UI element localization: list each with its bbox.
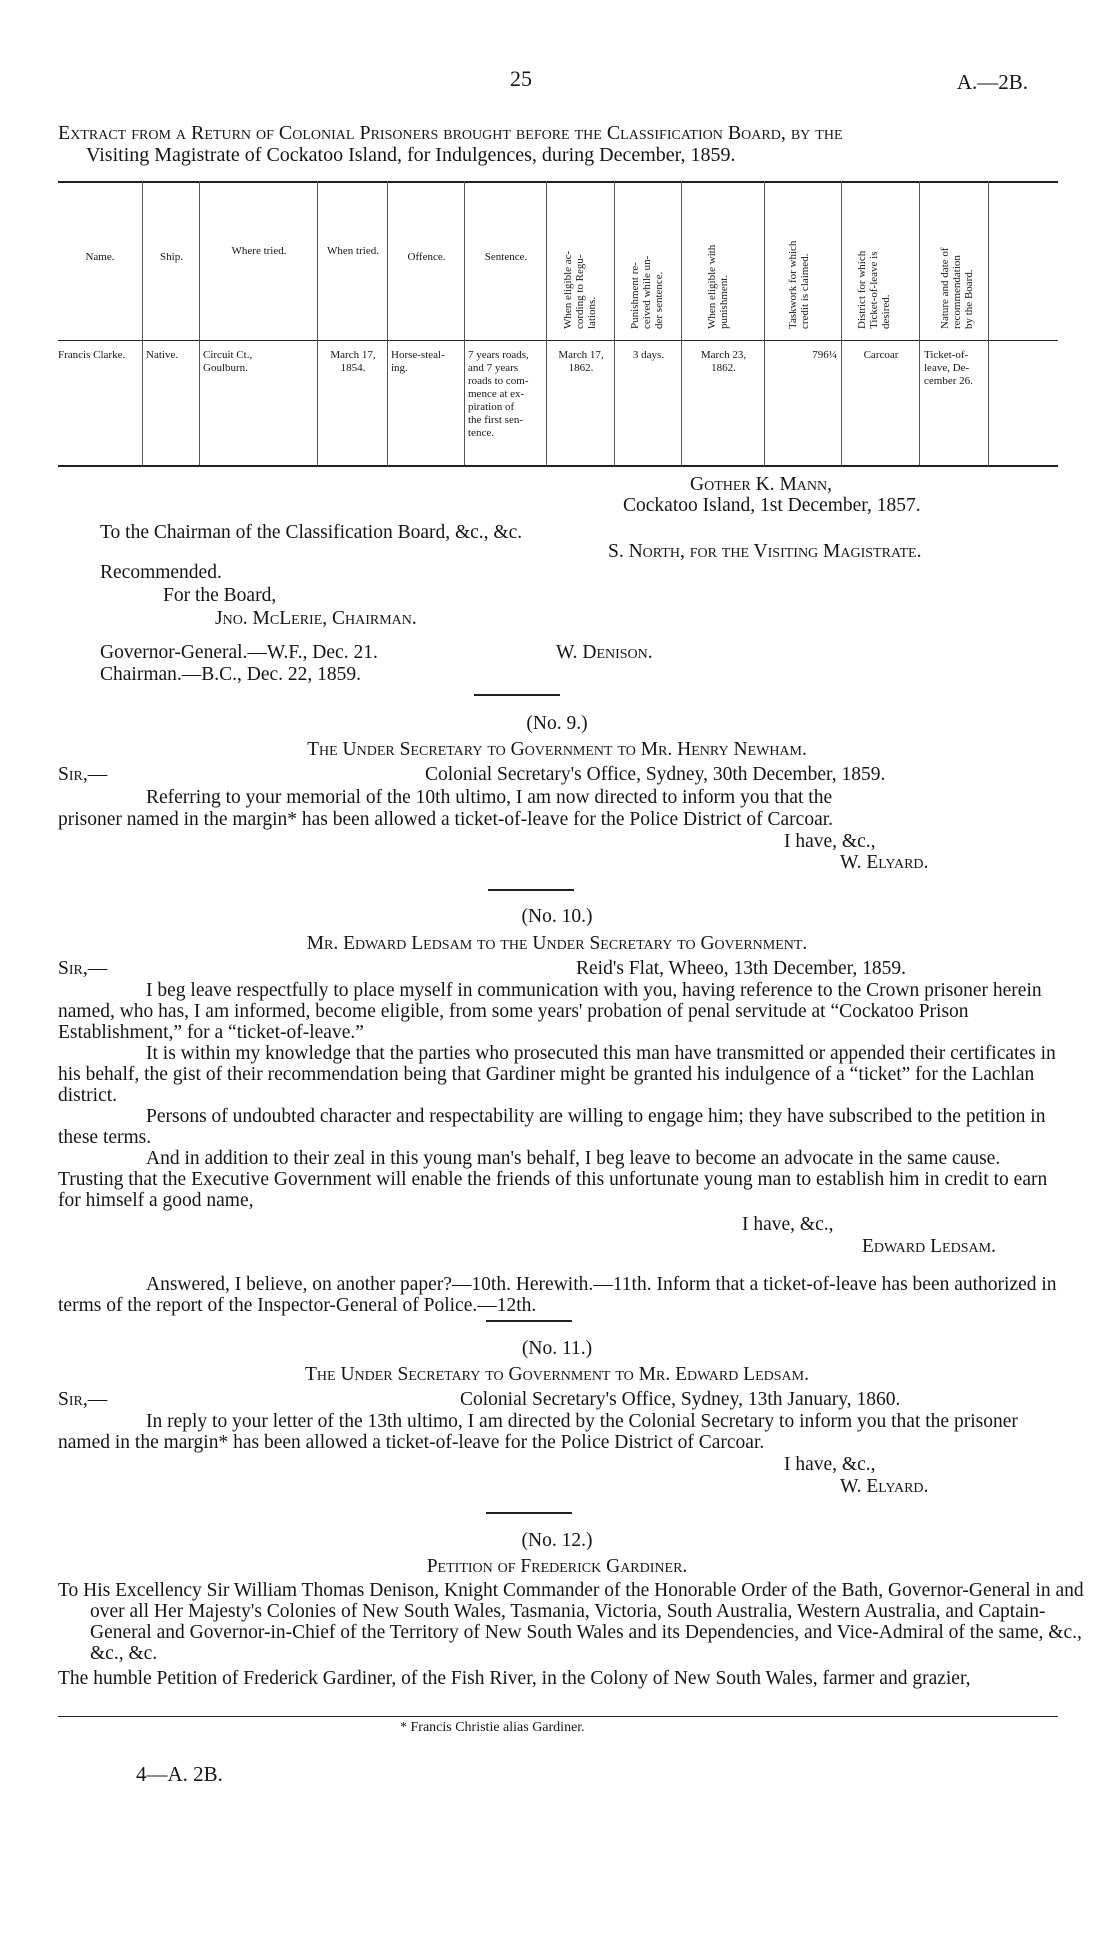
cell-punishment: 3 days.	[632, 349, 665, 361]
column-divider	[841, 181, 842, 465]
no11-salutation: Sir,—	[58, 1389, 108, 1410]
document-reference: A.—2B.	[956, 70, 1028, 94]
sig-mann: Gother K. Mann,	[690, 474, 832, 495]
sig-denison: W. Denison.	[556, 642, 653, 663]
governor-general-minute: Governor-General.—W.F., Dec. 21.	[100, 642, 378, 663]
no9-line-1: Referring to your memorial of the 10th ultimo, I am now directed to inform you that the	[146, 787, 833, 808]
no9-signature: W. Elyard.	[840, 852, 929, 873]
header-when-eligible-punishment: When eligible with punishment.	[706, 244, 730, 329]
header-where-tried: Where tried.	[231, 245, 287, 257]
section-separator	[486, 1320, 572, 1322]
sig-mann-place: Cockatoo Island, 1st December, 1857.	[623, 495, 921, 516]
cell-district: Carcoar	[863, 349, 899, 361]
no12-number: (No. 12.)	[521, 1530, 593, 1551]
for-the-board: For the Board,	[163, 585, 277, 606]
title-line-2: Visiting Magistrate of Cockatoo Island, for Indulgences, during December, 1859.	[86, 144, 736, 166]
cell-offence: Horse-steal- ing.	[391, 349, 445, 374]
section-separator	[486, 1512, 572, 1514]
header-punishment: Punishment re- ceived while un- der sentence.	[629, 255, 665, 329]
header-when-eligible: When eligible ac- cording to Regu- lations.	[562, 250, 598, 329]
header-taskwork: Taskwork for which credit is claimed.	[787, 240, 811, 329]
no9-heading: The Under Secretary to Government to Mr. Henry Newham.	[307, 739, 807, 760]
no9-number: (No. 9.)	[526, 713, 588, 734]
section-separator	[488, 889, 574, 891]
column-divider	[614, 181, 615, 465]
section-separator	[474, 694, 560, 696]
prisoner-return-table	[58, 181, 1058, 467]
no10-paragraph-1: I beg leave respectfully to place myself in communication with you, having reference to the Crown prisoner herein named, who has, I am informed, become eligible, from some years' probation of penal servitude at “Cockatoo Prison Establishment,” for a “ticket-of-leave.”	[58, 980, 1042, 1043]
page-footer-ref: 4—A. 2B.	[136, 1762, 223, 1786]
column-divider	[387, 181, 388, 465]
header-ship: Ship.	[160, 251, 183, 263]
no10-i-have: I have, &c.,	[742, 1214, 834, 1235]
cell-taskwork: 796¼	[812, 349, 837, 361]
no11-place-date: Colonial Secretary's Office, Sydney, 13th January, 1860.	[460, 1389, 901, 1410]
no12-address: To His Excellency Sir William Thomas Denison, Knight Commander of the Honorable Order of the Bath, Governor-General in and over all Her Majesty's Colonies of New South Wales, Tasmania, Victoria, South Australia, Western Australia, and Captain-General and Governor-in-Chief of the Territory of New South Wales and its Dependencies, and Vice-Admiral of the same, &c., &c., &c.	[58, 1580, 1084, 1664]
column-divider	[919, 181, 920, 465]
cell-sentence: 7 years roads, and 7 years roads to com- mence at ex- piration of the first sen- tence.	[468, 349, 529, 439]
recommended: Recommended.	[100, 562, 222, 583]
no11-i-have: I have, &c.,	[784, 1454, 876, 1475]
cell-when-tried: March 17, 1854.	[330, 349, 376, 374]
page-number: 25	[510, 66, 532, 91]
no10-heading: Mr. Edward Ledsam to the Under Secretary to Government.	[306, 933, 808, 954]
no12-heading: Petition of Frederick Gardiner.	[426, 1556, 688, 1577]
no10-paragraph-3: Persons of undoubted character and respectability are willing to engage him; they have subscribed to the petition in these terms.	[58, 1106, 1046, 1148]
header-sentence: Sentence.	[484, 251, 528, 263]
column-divider	[199, 181, 200, 465]
chairman-minute: Chairman.—B.C., Dec. 22, 1859.	[100, 664, 362, 685]
table-header-rule	[58, 340, 1058, 341]
no10-signature: Edward Ledsam.	[862, 1236, 996, 1257]
no10-place-date: Reid's Flat, Wheeo, 13th December, 1859.	[576, 958, 907, 979]
no11-signature: W. Elyard.	[840, 1476, 929, 1497]
table-top-rule	[58, 181, 1058, 183]
no12-humble-petition: The humble Petition of Frederick Gardiner, of the Fish River, in the Colony of New South Wales, farmer and grazier,	[58, 1668, 971, 1689]
no10-paragraph-2: It is within my knowledge that the parties who prosecuted this man have transmitted or appended their certificates in his behalf, the gist of their recommendation being that Gardiner might be granted his indulgence of a “ticket” for the Lachlan district.	[58, 1043, 1056, 1106]
column-divider	[988, 181, 989, 465]
to-chairman: To the Chairman of the Classification Board, &c., &c.	[100, 522, 523, 543]
no11-paragraph-1: In reply to your letter of the 13th ultimo, I am directed by the Colonial Secretary to inform you that the prisoner named in the margin* has been allowed a ticket-of-leave for the Police District of Carcoar.	[58, 1411, 1018, 1453]
no10-salutation: Sir,—	[58, 958, 108, 979]
cell-ship: Native.	[146, 349, 179, 361]
column-divider	[142, 181, 143, 465]
cell-where-tried: Circuit Ct., Goulburn.	[203, 349, 253, 374]
cell-when-eligible-punishment: March 23, 1862.	[700, 349, 747, 374]
header-offence: Offence.	[407, 251, 446, 263]
no10-paragraph-4: And in addition to their zeal in this young man's behalf, I beg leave to become an advocate in the same cause. Trusting that the Executive Government will enable the friends of this unfortunate young man to establish him in credit to earn for himself a good name,	[58, 1148, 1048, 1211]
no9-i-have: I have, &c.,	[784, 831, 876, 852]
no9-line-2: prisoner named in the margin* has been allowed a ticket-of-leave for the Police District of Carcoar.	[58, 809, 834, 830]
column-divider	[681, 181, 682, 465]
no10-number: (No. 10.)	[521, 906, 593, 927]
column-divider	[464, 181, 465, 465]
header-when-tried: When tried.	[327, 245, 379, 257]
no9-salutation: Sir,—	[58, 764, 108, 785]
sig-mclerie: Jno. McLerie, Chairman.	[215, 608, 417, 629]
cell-nature: Ticket-of- leave, De- cember 26.	[924, 349, 973, 387]
cell-name: Francis Clarke.	[58, 349, 126, 361]
footnote-rule	[58, 1716, 1058, 1717]
title-line-1: Extract from a Return of Colonial Prisoners brought before the Classification Board, by the	[58, 122, 843, 144]
sig-north: S. North, for the Visiting Magistrate.	[608, 541, 922, 562]
header-district: District for which Ticket-of-leave is desired.	[856, 250, 892, 329]
no10-answered-minute: Answered, I believe, on another paper?—10th. Herewith.—11th. Inform that a ticket-of-leave has been authorized in terms of the report of the Inspector-General of Police.—12th.	[58, 1274, 1057, 1316]
column-divider	[546, 181, 547, 465]
no11-heading: The Under Secretary to Government to Mr. Edward Ledsam.	[305, 1364, 809, 1385]
page-title	[58, 122, 1058, 166]
column-divider	[764, 181, 765, 465]
footnote: * Francis Christie alias Gardiner.	[400, 1720, 585, 1735]
column-divider	[317, 181, 318, 465]
no9-place-date: Colonial Secretary's Office, Sydney, 30th December, 1859.	[425, 764, 886, 785]
header-name: Name.	[85, 251, 115, 263]
header-nature: Nature and date of recommendation by the Board.	[939, 247, 975, 329]
cell-when-eligible: March 17, 1862.	[558, 349, 604, 374]
table-bottom-rule	[58, 465, 1058, 467]
no11-number: (No. 11.)	[521, 1338, 593, 1359]
